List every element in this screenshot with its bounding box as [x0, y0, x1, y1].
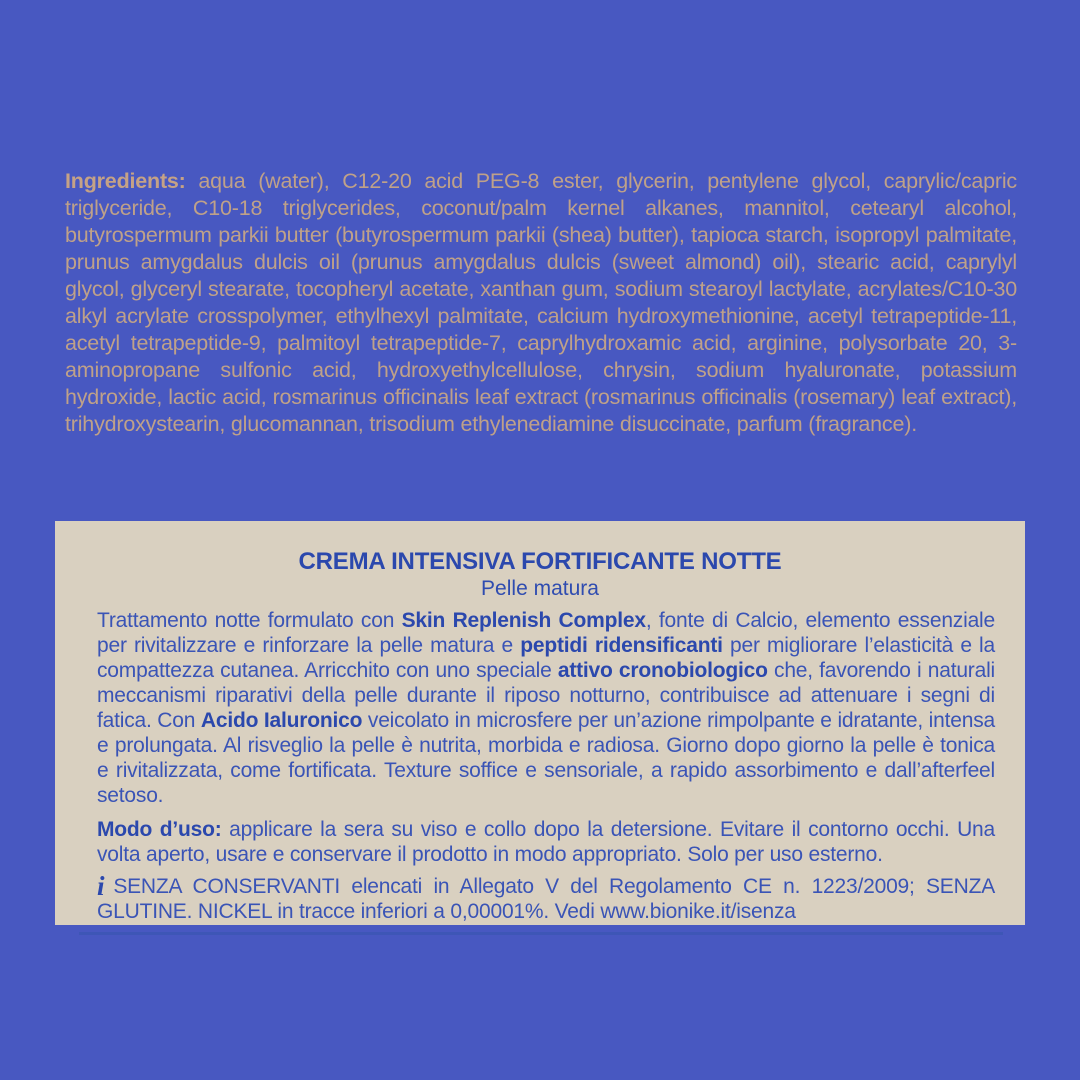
- senza-claims: [97, 871, 995, 924]
- usage-instructions: Modo d’uso: applicare la sera su viso e collo dopo la detersione. Evitare il contorno occhi. Una volta aperto, usare e conservare il prodotto in modo appropriato. Solo per uso esterno.: [97, 818, 995, 866]
- ingredients-text: Ingredients: aqua (water), C12-20 acid PEG-8 ester, glycerin, pentylene glycol, caprylic/capric triglyceride, C10-18 triglycerides, coconut/palm kernel alkanes, mannitol, cetearyl alcohol, butyrospermum parkii butter (butyrospermum parkii (shea) butter), tapioca starch, isopropyl palmitate, prunus amygdalus dulcis oil (prunus amygdalus dulcis (sweet almond) oil), stearic acid, caprylyl glycol, glyceryl stearate, tocopheryl acetate, xanthan gum, sodium stearoyl lactylate, acrylates/C10-30 alkyl acrylate crosspolymer, ethylhexyl palmitate, calcium hydroxymethionine, acetyl tetrapeptide-11, acetyl tetrapeptide-9, palmitoyl tetrapeptide-7, caprylhydroxamic acid, arginine, polysorbate 20, 3-aminopropane sulfonic acid, hydroxyethylcellulose, chrysin, sodium hyaluronate, potassium hydroxide, lactic acid, rosmarinus officinalis leaf extract (rosmarinus officinalis (rosemary) leaf extract), trihydroxystearin, glucomannan, trisodium ethylenediamine disuccinate, parfum (fragrance).: [65, 169, 1017, 436]
- senza-claims-text: SENZA CONSERVANTI elencati in Allegato V del Regolamento CE n. 1223/2009; SENZA GLUTINE. NICKEL in tracce inferiori a 0,00001%. Vedi www.bionike.it/isenza: [97, 875, 995, 923]
- product-subtitle: Pelle matura: [481, 577, 599, 600]
- isenza-i-icon: i: [97, 871, 105, 901]
- product-info-card: [55, 521, 1025, 925]
- product-title: CREMA INTENSIVA FORTIFICANTE NOTTE: [298, 548, 782, 575]
- divider: [79, 932, 1003, 935]
- product-description: Trattamento notte formulato con Skin Replenish Complex, fonte di Calcio, elemento essenziale per rivitalizzare e rinforzare la pelle matura e peptidi ridensificanti per migliorare l’elasticità e la compattezza cutanea. Arricchito con uno speciale attivo cronobiologico che, favorendo i naturali meccanismi riparativi della pelle durante il riposo notturno, contribuisce ad attenuare i segni di fatica. Con Acido Ialuronico veicolato in microsfere per un’azione rimpolpante e idratante, intensa e prolungata. Al risveglio la pelle è nutrita, morbida e radiosa. Giorno dopo giorno la pelle è tonica e rivitalizzata, come fortificata. Texture soffice e sensoriale, a rapido assorbimento e dall’afterfeel setoso.: [97, 609, 996, 807]
